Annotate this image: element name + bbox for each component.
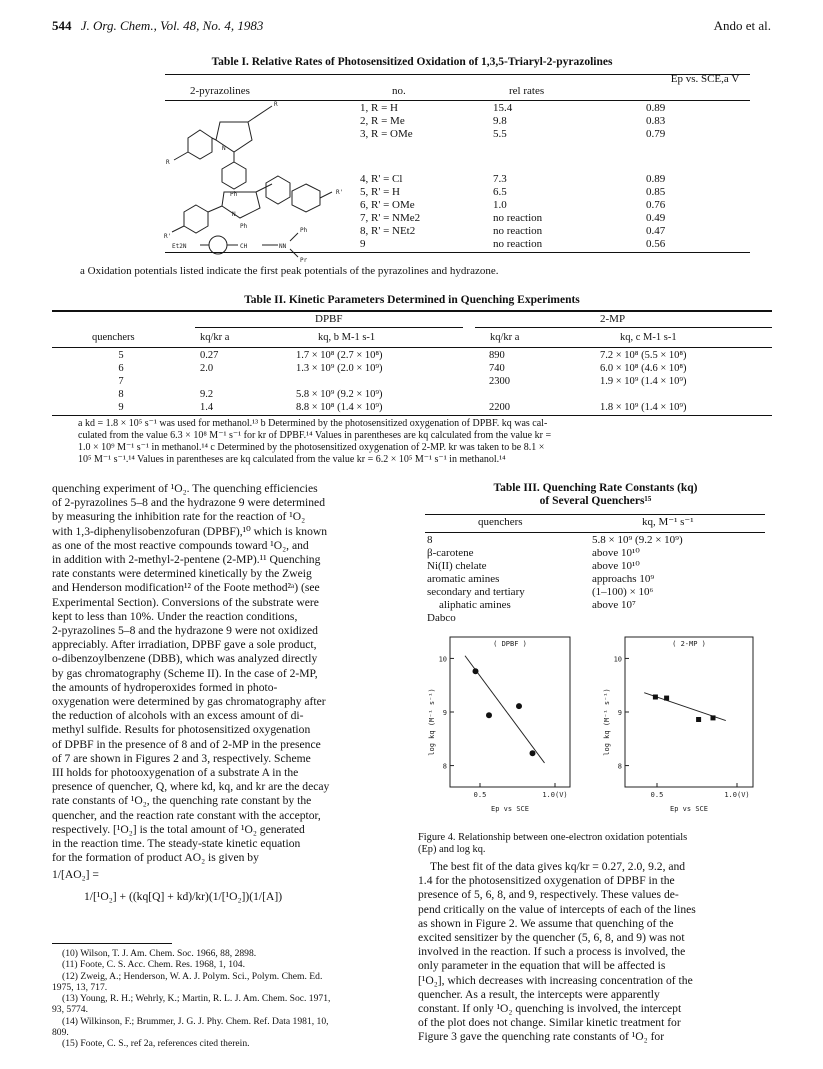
table1-col-ep [646,102,665,141]
t2-a-5: 1.4 [200,402,214,413]
body-line: [¹O₂], which decreases with increasing concentration of the [418,973,693,987]
t1-rel-7: no reaction [493,212,543,224]
x-tick-label: 0.5 [473,791,487,799]
x-axis-label: Ep vs SCE [670,805,708,813]
t1-rel-1: 15.4 [493,102,513,114]
y-tick-label: 9 [442,709,447,717]
t3-col-quenchers [427,534,525,625]
t2-a-3 [200,375,218,388]
t1-no-6: 6, R' = OMe [360,199,415,211]
t2-q-5: 9 [118,402,124,413]
y-tick-label: 10 [613,655,622,664]
running-header [52,18,771,38]
body-line: in addition with 2-methyl-2-pentene (2-MP).¹¹ Quenching [52,553,321,567]
t2-q-3: 7 [118,376,124,387]
data-point [486,712,492,718]
t1-no-1: 1, R = H [360,102,398,114]
t3-k-3: above 10¹⁰ [592,560,640,572]
t1-no-2: 2, R = Me [360,115,405,127]
figure4-caption-1: Figure 4. Relationship between one-electron oxidation potentials [418,832,688,843]
t2-b-4: 5.8 × 10⁹ (9.2 × 10⁹) [296,389,383,400]
t2-col-kq-2mp [600,349,687,414]
t2-d-1: 7.2 × 10⁸ (5.5 × 10⁸) [600,350,687,361]
label-rp-2: R' [164,233,172,240]
t3-k-5: (1–100) × 10⁶ [592,586,654,598]
table2-group-2mp: 2-MP [600,313,626,325]
table3-caption-2: of Several Quenchers¹⁵ [539,495,652,507]
t1-no-5: 5, R' = H [360,186,400,198]
table3-caption [418,482,773,508]
data-point [530,750,536,756]
reference-12: (12) Zweig, A.; Henderson, W. A. J. Polym. Sci., Polym. Chem. Ed. [62,970,323,982]
label-ph-1: Ph [230,191,238,198]
table1-col-no-b [360,173,420,251]
body-line: of DPBF in the presence of 8 and of 2-MP in the presence [52,737,321,751]
body-line: and Henderson modification¹² of the Foote method²ᵃ) (see [52,581,320,595]
y-tick-label: 9 [617,709,622,717]
t3-k-4: approachs 10⁹ [592,573,655,585]
t2-c-5: 2200 [489,402,510,413]
y-tick-label: 8 [442,762,447,771]
label-nn: NN [279,243,287,250]
t1-ep-3: 0.79 [646,128,666,140]
journal-citation: J. Org. Chem., Vol. 48, No. 4, 1983 [80,18,264,33]
t1-ep-8: 0.47 [646,225,666,237]
t3-q-4: aromatic amines [427,573,500,585]
label-n-2: N [232,211,236,218]
t2-c-4 [489,388,510,401]
t3-k-7: above 10⁷ [592,599,636,611]
table1-header-no: no. [392,85,406,97]
t2-q-1: 5 [118,350,124,361]
figure4-plots [420,625,775,830]
table1-caption: Table I. Relative Rates of Photosensitized Oxidation of 1,3,5-Triaryl-2-pyrazolines [211,56,613,68]
t2-h-quenchers: quenchers [92,332,135,343]
structure-labels [164,101,343,264]
body-line: by gas chromatography (Scheme II). In the case of 2-MP, [52,666,318,680]
t3-h-quenchers: quenchers [478,516,523,528]
label-pr: Pr [300,257,308,264]
plot-frame [625,637,753,787]
table2-bottom-rule [52,415,772,416]
body-line: in the reaction time. The steady-state kinetic equation [52,837,301,851]
t3-q-3: Ni(II) chelate [427,560,487,572]
table1-col-rel [493,102,512,141]
body-line: presence of 5, 6, 8, and 9, respectively. These values de- [418,888,679,902]
t2-footnote-1: a kd = 1.8 × 10⁵ s⁻¹ was used for methanol.¹³ b Determined by the photosensitized oxygenation of DPBF. kq was cal- [78,418,548,429]
t1-rel-3: 5.5 [493,128,507,140]
body-line: excited sensitizer by the quencher (5, 6, 8, and 9) was not [418,931,685,945]
label-et2n: Et2N [172,243,187,250]
table2-group-dpbf: DPBF [315,313,343,325]
plot-2mp [603,637,753,813]
label-ph-3: Ph [300,227,308,234]
t3-h-kq: kq, M⁻¹ s⁻¹ [642,516,694,528]
body-line: rate constants of ¹O₂, the quenching rate constant by the [52,794,312,808]
t1-ep-4: 0.89 [646,173,666,185]
reference-13-cont: 93, 5774. [52,1004,88,1016]
reference-13: (13) Young, R. H.; Wehrly, K.; Martin, R. L. J. Am. Chem. Soc. 1971, [62,993,331,1005]
body-line: of 2-pyrazolines 5–8 and the hydrazone 9 were determined [52,496,325,510]
body-line: The best fit of the data gives kq/kr = 0.27, 2.0, 9.2, and [430,860,686,873]
reference-15: (15) Foote, C. S., ref 2a, references cited therein. [62,1038,250,1050]
table1-col-ep-b [646,173,665,251]
table3-caption-1: Table III. Quenching Rate Constants (kq) [493,482,698,494]
body-line: of 7 are shown in Figures 2 and 3, respectively. Scheme [52,751,311,765]
body-line: appreciably. After irradiation, DPBF gave a sole product, [52,638,317,652]
label-n-1: N [222,145,226,152]
left-column-body [52,482,407,865]
body-line: quenching experiment of ¹O₂. The quenching efficiencies [52,482,318,495]
table2-top-rule [52,310,772,312]
t3-q-7: Dabco [427,612,456,624]
t1-rel-5: 6.5 [493,186,507,198]
body-line: for the formation of product AO₂ is given by [52,851,259,865]
figure4-caption [418,832,778,856]
label-rp-1: R' [336,189,344,196]
y-axis-label: log kq (M⁻¹ s⁻¹) [428,688,436,756]
data-point [664,696,669,701]
t1-ep-1: 0.89 [646,102,666,114]
t2-d-3: 1.9 × 10⁹ (1.4 × 10⁹) [600,376,687,387]
t2-footnote-4: 10⁵ M⁻¹ s⁻¹.¹⁴ Values in parentheses are kq calculated from the value kr = 6.2 × 10⁵ M⁻¹ s⁻¹ in methanol.¹⁴ [78,454,506,465]
label-r-1: R [274,101,278,108]
t2-c-3: 2300 [489,376,510,387]
body-line: o-dibenzoylbenzene (DBB), which was analyzed directly [52,652,318,666]
t1-no-3: 3, R = OMe [360,128,413,140]
t2-h-kqkr-1: kq/kr a [200,332,230,343]
t3-k-1: 5.8 × 10⁹ (9.2 × 10⁹) [592,534,683,546]
data-point [516,703,522,709]
reference-14: (14) Wilkinson, F.; Brummer, J. G. J. Phy. Chem. Ref. Data 1981, 10, [62,1015,329,1027]
table2-dpbf-rule [195,327,463,328]
t3-k-2: above 10¹⁰ [592,547,640,559]
t3-q-5: secondary and tertiary [427,586,525,598]
t2-q-2: 6 [118,363,124,374]
t2-q-4: 8 [118,389,124,400]
t1-ep-6: 0.76 [646,199,666,211]
table1-col-rel-b [493,173,542,251]
plot-title: ( 2-MP ) [672,640,706,648]
table1-bottom-rule [165,252,750,253]
x-axis-label: Ep vs SCE [491,805,529,813]
t2-d-5: 1.8 × 10⁹ (1.4 × 10⁹) [600,402,687,413]
table2-caption: Table II. Kinetic Parameters Determined in Quenching Experiments [244,294,580,306]
table3-top-rule [425,514,765,515]
body-line: Figure 3 gave the quenching rate constants of ¹O₂ for [418,1030,665,1044]
body-line: the reduction of alcohols with an excess amount of di- [52,709,304,723]
body-line: quencher. As a result, the intercepts were apparently [418,987,660,1001]
t1-ep-7: 0.49 [646,212,666,224]
t1-no-4: 4, R' = Cl [360,173,403,185]
body-line: by measuring the inhibition rate for the reaction of ¹O₂ [52,510,306,524]
t2-footnote-3: 1.0 × 10⁹ M⁻¹ s⁻¹ in methanol.¹⁴ c Determined by the photosensitized oxygenation of 2-MP. kr was taken to be 8.1 × [78,442,545,453]
t1-no-8: 8, R' = NEt2 [360,225,416,237]
t3-col-kq [592,534,683,612]
body-line: III holds for photooxygenation of a substrate A in the [52,766,299,780]
table3-header-rule [425,532,765,533]
body-line: Experimental Section). Conversions of the substrate were [52,595,319,609]
body-line: as shown in Figure 2. We assume that quenching of the [418,916,674,930]
body-line: with 1,3-diphenylisobenzofuran (DPBF),¹⁰ which is known [52,524,328,538]
t2-b-3 [296,375,383,388]
t2-b-5: 8.8 × 10⁸ (1.4 × 10⁹) [296,402,383,413]
data-point [473,668,479,674]
t1-ep-5: 0.85 [646,186,666,198]
t3-q-6: aliphatic amines [439,599,511,611]
references [52,948,407,1050]
table1-col-no [360,102,413,141]
t1-no-9: 9 [360,238,366,250]
table1-header-compound: 2-pyrazolines [190,85,250,97]
body-line: quencher, and the reaction rate constant with the acceptor, [52,808,321,822]
figure4-caption-2: (Ep) and log kq. [418,844,486,855]
reference-11: (11) Foote, C. S. Acc. Chem. Res. 1968, 1, 104. [62,959,245,971]
body-line: kept to less than 10%. Under the reaction conditions, [52,609,298,623]
t2-b-1: 1.7 × 10⁸ (2.7 × 10⁸) [296,350,383,361]
plot-title: ( DPBF ) [493,640,527,648]
label-r-2: R [166,159,170,166]
body-line: rate constants were determined kinetically by the Zweig [52,567,312,581]
t1-rel-4: 7.3 [493,173,507,185]
t2-footnote-2: culated from the value 6.3 × 10⁸ M⁻¹ s⁻¹ for kr of DPBF.¹⁴ Values in parentheses are kq calculated from the value kr = [78,430,552,441]
body-line: oxygenation were determined by gas chromatography after [52,695,326,709]
body-line: presence of quencher, Q, where kd, kq, and kr are the decay [52,780,330,794]
t2-b-2: 1.3 × 10⁹ (2.0 × 10⁹) [296,363,383,374]
t1-rel-6: 1.0 [493,199,507,211]
table1-header-rel: rel rates [509,85,545,97]
body-line: pend critically on the value of intercepts of each of the lines [418,902,696,916]
body-line: 2-pyrazolines 5–8 and the hydrazone 9 were not oxidized [52,624,318,638]
t2-col-quenchers [114,349,128,414]
t2-h-kq-c: kq, c M-1 s-1 [620,332,677,343]
body-line: respectively. [¹O₂] is the total amount of ¹O₂ generated [52,822,305,836]
y-tick-label: 8 [617,762,622,771]
t2-col-kq-dpbf [296,349,383,414]
y-axis-label: log kq (M⁻¹ s⁻¹) [603,688,611,756]
t2-a-2: 2.0 [200,363,214,374]
t2-h-kq-b: kq, b M-1 s-1 [318,332,376,343]
t2-d-2: 6.0 × 10⁸ (4.6 × 10⁸) [600,363,687,374]
x-tick-label: 0.5 [650,791,664,799]
table2-header-rule [52,347,772,348]
table1-header-ep: Ep vs. SCE,a V [670,73,740,85]
t2-c-1: 890 [489,350,505,361]
body-line: the amounts of hydroperoxides formed in photo- [52,680,278,694]
body-line: constant. If only ¹O₂ quenching is involved, the intercept [418,1002,682,1016]
t2-d-4 [600,388,687,401]
t1-rel-2: 9.8 [493,115,507,127]
data-point [711,715,716,720]
reference-14-cont: 809. [52,1027,69,1039]
table2-2mp-rule [475,327,772,328]
t2-a-1: 0.27 [200,350,219,361]
t1-ep-9: 0.56 [646,238,666,250]
t1-no-7: 7, R' = NMe2 [360,212,421,224]
t1-rel-9: no reaction [493,238,543,250]
table2-footnotes [78,418,778,466]
t1-rel-8: no reaction [493,225,543,237]
x-tick-label: 1.0(V) [724,791,750,799]
table1-footnote: a Oxidation potentials listed indicate the first peak potentials of the pyrazolines and hydrazone. [80,265,499,277]
t2-c-2: 740 [489,363,505,374]
header-left [52,18,263,34]
t2-col-kqkr-2mp [489,349,510,414]
label-ch: CH [240,243,248,250]
equation-rhs: 1/[¹O₂] + ((kq[Q] + kd)/kr)(1/[¹O₂])(1/[A]) [84,890,283,903]
references-rule [52,943,172,944]
t2-h-kqkr-2: kq/kr a [490,332,520,343]
t3-q-2: β-carotene [427,547,474,559]
data-point [696,717,701,722]
body-line: involved in the reaction. If such a process is involved, the [418,945,686,959]
body-line: only parameter in the equation that will be affected is [418,959,666,973]
equation-lhs: 1/[AO₂] = [52,868,99,881]
pyrazoline-structures [160,100,350,270]
plot-dpbf [428,637,570,813]
t3-q-1: 8 [427,534,433,546]
body-line: as one of the most reactive compounds toward ¹O₂, and [52,538,309,552]
header-authors: Ando et al. [713,18,771,33]
t2-col-kqkr-dpbf [200,349,218,414]
page-number: 544 [52,18,72,33]
reference-12-cont: 1975, 13, 717. [52,981,108,993]
data-point [653,695,658,700]
reference-10: (10) Wilson, T. J. Am. Chem. Soc. 1966, 88, 2898. [62,948,257,959]
t2-a-4: 9.2 [200,389,214,400]
x-tick-label: 1.0(V) [542,791,568,799]
t1-ep-2: 0.83 [646,115,666,127]
body-line: 1.4 for the photosensitized oxygenation of DPBF in the [418,874,675,888]
right-column-body [418,860,773,1045]
pyrazoline-4-8-structure [172,176,332,233]
label-ph-2: Ph [240,223,248,230]
body-line: methyl sulfide. Results for photosensitized oxygenation [52,723,311,737]
body-line: of the plot does not change. Similar kinetic treatment for [418,1016,681,1030]
y-tick-label: 10 [438,655,447,664]
